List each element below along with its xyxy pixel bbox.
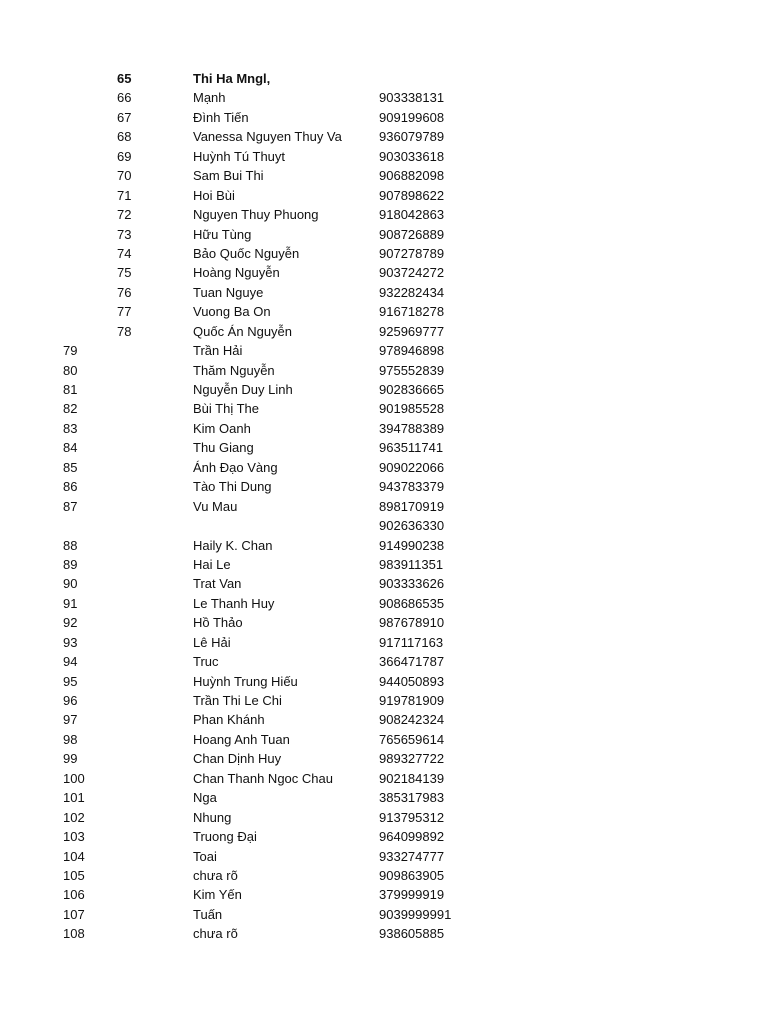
row-number: 80 bbox=[63, 362, 78, 378]
contact-name: Nguyen Thuy Phuong bbox=[193, 207, 319, 223]
table-row bbox=[0, 88, 768, 107]
phone-number: 908726889 bbox=[379, 226, 445, 242]
table-row bbox=[0, 302, 768, 321]
phone-number: 964099892 bbox=[379, 829, 445, 845]
phone-number: 903033618 bbox=[379, 148, 445, 164]
table-row bbox=[0, 555, 768, 574]
phone-number: 932282434 bbox=[379, 284, 445, 300]
contact-name: Vuong Ba On bbox=[193, 304, 271, 320]
contact-name: Kim Oanh bbox=[193, 420, 251, 436]
contact-name: Huỳnh Tú Thuyt bbox=[193, 148, 286, 164]
phone-number: 394788389 bbox=[379, 420, 445, 436]
table-row bbox=[0, 361, 768, 380]
row-number: 89 bbox=[63, 556, 78, 572]
row-number: 95 bbox=[63, 673, 78, 689]
table-row bbox=[0, 477, 768, 496]
table-row bbox=[0, 924, 768, 943]
row-number: 90 bbox=[63, 576, 78, 592]
phone-number: 918042863 bbox=[379, 207, 445, 223]
row-number: 97 bbox=[63, 712, 78, 728]
contact-name: Hoang Anh Tuan bbox=[193, 731, 290, 747]
phone-number: 907278789 bbox=[379, 245, 445, 261]
row-number: 83 bbox=[63, 420, 78, 436]
row-number: 101 bbox=[63, 790, 85, 806]
contact-name: Hữu Tùng bbox=[193, 226, 252, 242]
row-number: 79 bbox=[63, 343, 78, 359]
table-row bbox=[0, 691, 768, 710]
row-number: 71 bbox=[117, 187, 132, 203]
table-row bbox=[0, 613, 768, 632]
table-row bbox=[0, 905, 768, 924]
table-row bbox=[0, 322, 768, 341]
table-row bbox=[0, 399, 768, 418]
phone-number: 909199608 bbox=[379, 109, 445, 125]
table-row bbox=[0, 633, 768, 652]
contact-name: Tuấn bbox=[193, 906, 223, 922]
phone-number: 989327722 bbox=[379, 751, 445, 767]
row-number: 81 bbox=[63, 382, 78, 397]
table-row bbox=[0, 419, 768, 438]
row-number: 65 bbox=[117, 71, 132, 86]
contact-name: Kim Yến bbox=[193, 887, 242, 903]
phone-number: 902636330 bbox=[379, 518, 445, 534]
table-row bbox=[0, 574, 768, 593]
phone-number: 903724272 bbox=[379, 265, 445, 281]
row-number: 103 bbox=[63, 829, 85, 845]
table-row bbox=[0, 516, 768, 535]
table-row bbox=[0, 885, 768, 904]
table-row bbox=[0, 205, 768, 224]
phone-number: 919781909 bbox=[379, 693, 445, 708]
phone-number: 908686535 bbox=[379, 595, 445, 611]
table-row bbox=[0, 652, 768, 671]
contact-name: Hồ Thảo bbox=[193, 615, 243, 631]
table-row bbox=[0, 594, 768, 613]
row-number: 93 bbox=[63, 634, 78, 650]
table-row bbox=[0, 866, 768, 885]
row-number: 84 bbox=[63, 440, 78, 456]
phone-number: 938605885 bbox=[379, 926, 445, 942]
phone-number: 908242324 bbox=[379, 712, 445, 728]
table-row bbox=[0, 166, 768, 185]
table-row bbox=[0, 749, 768, 768]
row-number: 107 bbox=[63, 906, 85, 922]
contact-name: Huỳnh Trung Hiếu bbox=[193, 673, 298, 689]
table-row bbox=[0, 283, 768, 302]
phone-number: 917117163 bbox=[379, 634, 444, 650]
row-number: 67 bbox=[117, 109, 132, 125]
contact-name: chưa rõ bbox=[193, 926, 238, 942]
phone-number: 925969777 bbox=[379, 323, 445, 339]
phone-number: 765659614 bbox=[379, 731, 445, 747]
contact-name: Nga bbox=[193, 790, 217, 806]
row-number: 100 bbox=[63, 770, 85, 786]
phone-number: 901985528 bbox=[379, 401, 445, 417]
phone-number: 983911351 bbox=[379, 556, 444, 572]
phone-number: 903338131 bbox=[379, 90, 445, 106]
table-row bbox=[0, 730, 768, 749]
row-number: 105 bbox=[63, 867, 85, 883]
row-number: 104 bbox=[63, 848, 85, 864]
contact-name: Thăm Nguyễn bbox=[193, 362, 275, 378]
row-number: 72 bbox=[117, 207, 132, 223]
row-number: 102 bbox=[63, 809, 85, 825]
phone-number: 978946898 bbox=[379, 343, 445, 359]
table-row bbox=[0, 244, 768, 263]
contact-name: Le Thanh Huy bbox=[193, 595, 275, 611]
table-row bbox=[0, 847, 768, 866]
table-row bbox=[0, 438, 768, 457]
row-number: 75 bbox=[117, 265, 132, 281]
phone-number: 379999919 bbox=[379, 887, 445, 903]
contact-name: Hoi Bùi bbox=[193, 187, 235, 203]
table-row bbox=[0, 380, 768, 399]
phone-number: 944050893 bbox=[379, 673, 445, 689]
row-number: 74 bbox=[117, 245, 132, 261]
table-row bbox=[0, 536, 768, 555]
contact-name: Lê Hải bbox=[193, 634, 231, 650]
phone-number: 907898622 bbox=[379, 187, 445, 203]
contact-name: Hai Le bbox=[193, 556, 231, 572]
table-row bbox=[0, 263, 768, 282]
phone-number: 913795312 bbox=[379, 809, 445, 825]
row-number: 99 bbox=[63, 751, 78, 767]
contact-name: Bùi Thị The bbox=[193, 401, 260, 417]
contact-name: chưa rõ bbox=[193, 867, 238, 883]
contact-name: Truc bbox=[193, 654, 219, 670]
row-number: 108 bbox=[63, 926, 85, 942]
row-number: 94 bbox=[63, 654, 78, 670]
row-number: 92 bbox=[63, 615, 78, 631]
table-row bbox=[0, 497, 768, 516]
contact-name: Chan Dịnh Huy bbox=[193, 751, 282, 767]
contact-name: Haily K. Chan bbox=[193, 537, 273, 553]
phone-number: 916718278 bbox=[379, 304, 445, 320]
contact-name: Phan Khánh bbox=[193, 712, 265, 728]
table-row bbox=[0, 458, 768, 477]
phone-number: 902836665 bbox=[379, 382, 445, 397]
row-number: 66 bbox=[117, 90, 132, 106]
row-number: 96 bbox=[63, 693, 78, 708]
table-row bbox=[0, 225, 768, 244]
phone-number: 987678910 bbox=[379, 615, 445, 631]
contact-name: Tào Thi Dung bbox=[193, 479, 272, 495]
table-row bbox=[0, 69, 768, 88]
row-number: 77 bbox=[117, 304, 132, 320]
contact-name: Quốc Án Nguyễn bbox=[193, 323, 293, 339]
row-number: 73 bbox=[117, 226, 132, 242]
contact-name: Hoàng Nguyễn bbox=[193, 265, 280, 281]
phone-number: 936079789 bbox=[379, 129, 445, 145]
row-number: 86 bbox=[63, 479, 78, 495]
row-number: 98 bbox=[63, 731, 78, 747]
contact-name: Nguyễn Duy Linh bbox=[193, 382, 293, 397]
table-row bbox=[0, 186, 768, 205]
row-number: 68 bbox=[117, 129, 132, 145]
row-number: 82 bbox=[63, 401, 78, 417]
table-row bbox=[0, 808, 768, 827]
row-number: 88 bbox=[63, 537, 78, 553]
row-number: 70 bbox=[117, 168, 132, 184]
row-number: 76 bbox=[117, 284, 132, 300]
contact-name: Ánh Đạo Vàng bbox=[193, 459, 278, 475]
phone-number: 902184139 bbox=[379, 770, 445, 786]
row-number: 69 bbox=[117, 148, 132, 164]
table-row bbox=[0, 710, 768, 729]
table-row bbox=[0, 127, 768, 146]
phone-number: 9039999991 bbox=[379, 906, 452, 922]
table-row bbox=[0, 147, 768, 166]
contact-name: Thi Ha Mngl, bbox=[193, 71, 271, 86]
table-row bbox=[0, 108, 768, 127]
row-number: 85 bbox=[63, 459, 78, 475]
contact-name: Đình Tiến bbox=[193, 109, 249, 125]
phone-number: 909022066 bbox=[379, 459, 445, 475]
table-row bbox=[0, 672, 768, 691]
phone-number: 975552839 bbox=[379, 362, 445, 378]
contact-name: Toai bbox=[193, 848, 217, 864]
phone-number: 906882098 bbox=[379, 168, 445, 184]
contact-name: Chan Thanh Ngoc Chau bbox=[193, 770, 333, 786]
contact-name: Bảo Quốc Nguyễn bbox=[193, 245, 300, 261]
row-number: 106 bbox=[63, 887, 85, 903]
phone-number: 366471787 bbox=[379, 654, 445, 670]
phone-number: 933274777 bbox=[379, 848, 445, 864]
table-row bbox=[0, 788, 768, 807]
contact-name: Trần Thi Le Chi bbox=[193, 693, 282, 708]
table-row bbox=[0, 341, 768, 360]
contact-name: Truong Đại bbox=[193, 829, 257, 845]
row-number: 91 bbox=[63, 595, 78, 611]
phone-number: 898170919 bbox=[379, 498, 445, 514]
phone-number: 903333626 bbox=[379, 576, 445, 592]
contact-name: Thu Giang bbox=[193, 440, 254, 456]
contact-name: Vanessa Nguyen Thuy Va bbox=[193, 129, 342, 145]
table-row bbox=[0, 827, 768, 846]
row-number: 78 bbox=[117, 323, 132, 339]
phone-number: 963511741 bbox=[379, 440, 444, 456]
table-row bbox=[0, 769, 768, 788]
contact-name: Mạnh bbox=[193, 90, 226, 106]
phone-number: 385317983 bbox=[379, 790, 445, 806]
contact-name: Sam Bui Thi bbox=[193, 168, 264, 184]
contact-sheet bbox=[0, 69, 768, 944]
phone-number: 914990238 bbox=[379, 537, 445, 553]
contact-name: Trần Hải bbox=[193, 343, 243, 359]
phone-number: 943783379 bbox=[379, 479, 445, 495]
contact-name: Trat Van bbox=[193, 576, 242, 592]
phone-number: 909863905 bbox=[379, 867, 445, 883]
row-number: 87 bbox=[63, 498, 78, 514]
contact-name: Vu Mau bbox=[193, 498, 238, 514]
contact-name: Nhung bbox=[193, 809, 232, 825]
contact-name: Tuan Nguye bbox=[193, 284, 264, 300]
